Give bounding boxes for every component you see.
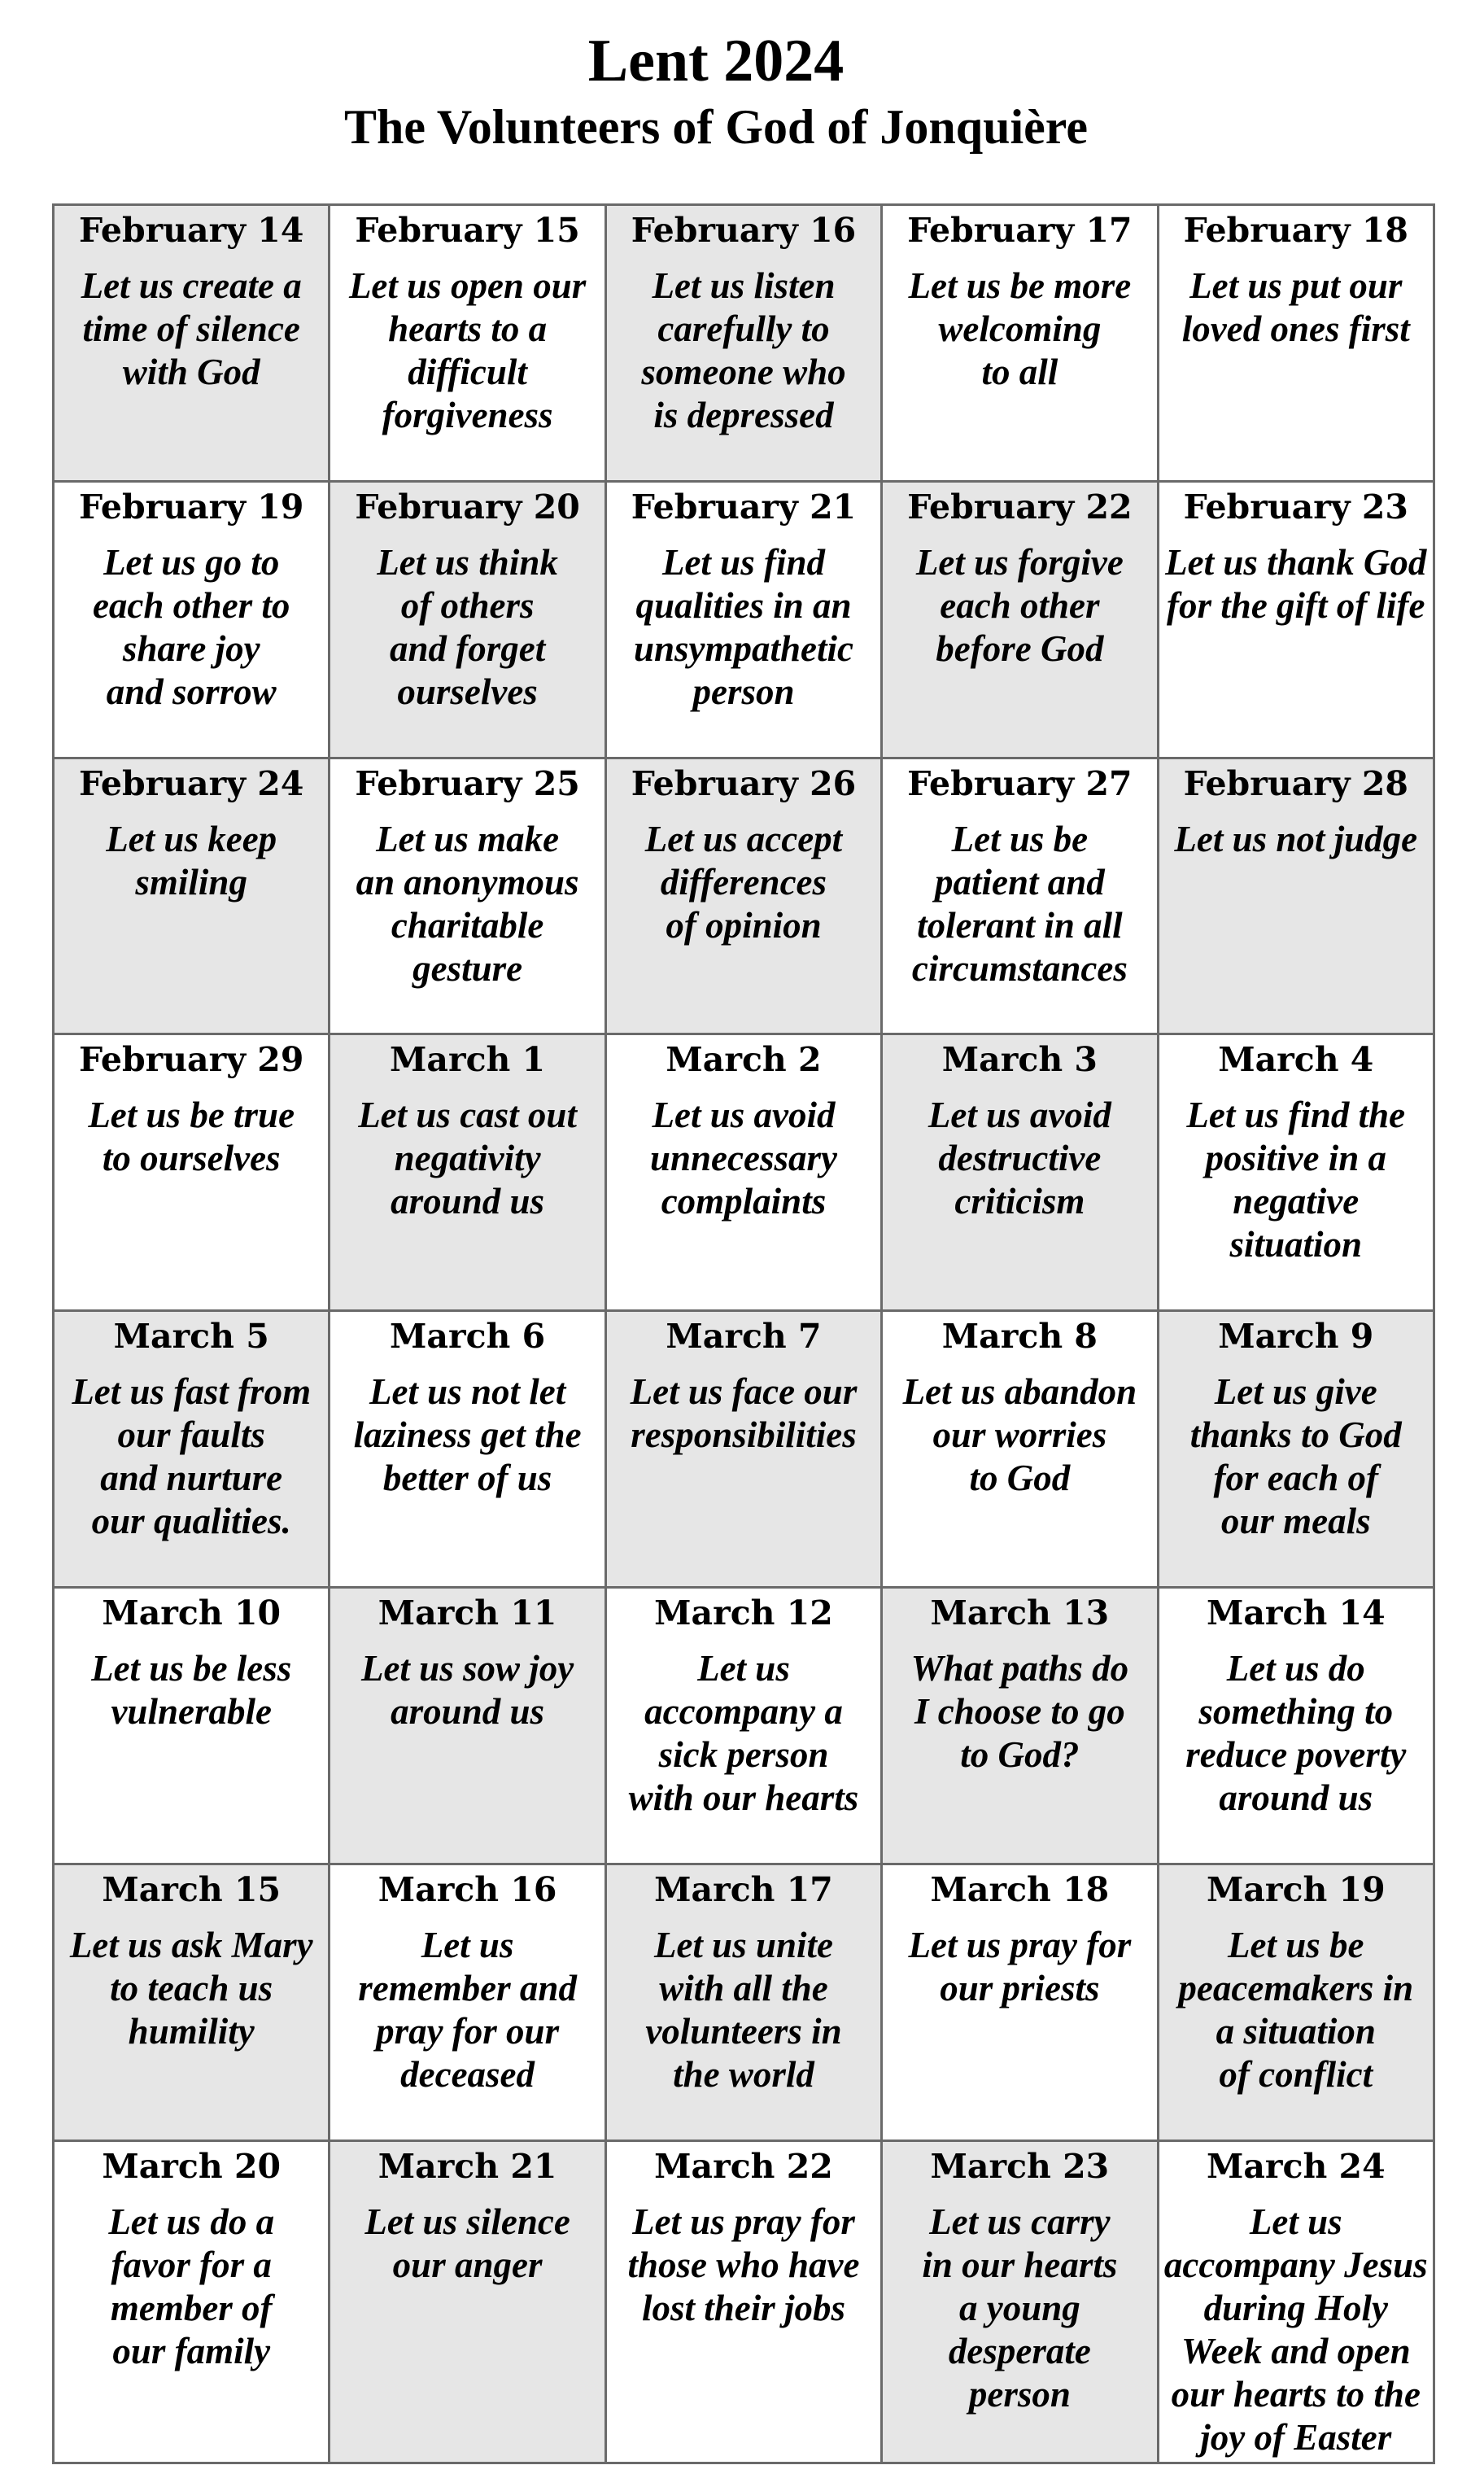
day-resolution: Let us avoid destructive criticism	[928, 1095, 1111, 1222]
day-resolution: Let us put our loved ones first	[1181, 265, 1410, 349]
calendar-day-cell	[605, 205, 881, 482]
calendar-row	[54, 1864, 1434, 2140]
calendar-row	[54, 1034, 1434, 1311]
calendar-day-cell	[54, 1311, 330, 1588]
calendar-day-cell	[1158, 1311, 1434, 1588]
calendar-row	[54, 2140, 1434, 2463]
day-date: March 13	[930, 1593, 1110, 1633]
day-date: February 22	[907, 487, 1133, 527]
day-resolution: Let us be more welcoming to all	[908, 265, 1132, 392]
calendar-day-cell	[1158, 1588, 1434, 1864]
day-date: March 22	[654, 2146, 833, 2186]
day-resolution: Let us find the positive in a negative situation	[1186, 1095, 1406, 1265]
calendar-day-cell	[882, 1864, 1158, 2140]
day-resolution: Let us ask Mary to teach us humility	[69, 1924, 313, 2052]
day-resolution: Let us cast out negativity around us	[358, 1095, 577, 1222]
day-resolution: Let us accompany Jesus during Holy Week and open our hearts to the joy of Easter	[1163, 2201, 1428, 2458]
day-resolution: Let us be true to ourselves	[88, 1095, 295, 1179]
day-resolution: Let us accept differences of opinion	[644, 818, 843, 946]
day-resolution: Let us abandon our worries to God	[902, 1371, 1137, 1499]
calendar-day-cell	[330, 1311, 605, 1588]
calendar-row	[54, 1588, 1434, 1864]
calendar-day-cell	[54, 1864, 330, 2140]
day-date: February 14	[79, 211, 304, 250]
calendar-day-cell	[54, 205, 330, 482]
day-resolution: Let us give thanks to God for each of our meals	[1189, 1371, 1402, 1542]
page-title: Lent 2024	[587, 28, 845, 94]
day-resolution: Let us do a favor for a member of our family	[108, 2201, 275, 2371]
calendar-day-cell	[882, 1588, 1158, 1864]
day-resolution: Let us be less vulnerable	[91, 1648, 292, 1733]
day-date: February 17	[907, 211, 1133, 250]
day-date: March 11	[378, 1593, 557, 1633]
day-resolution: Let us forgive each other before God	[915, 541, 1124, 669]
day-date: March 5	[113, 1317, 269, 1357]
day-resolution: Let us silence our anger	[364, 2201, 570, 2285]
calendar-day-cell	[882, 2140, 1158, 2463]
calendar-day-cell	[1158, 205, 1434, 482]
calendar-day-cell	[605, 2140, 881, 2463]
day-date: February 21	[631, 487, 857, 527]
day-date: February 23	[1183, 487, 1408, 527]
day-resolution: Let us do something to reduce poverty around us	[1185, 1648, 1407, 1819]
calendar-day-cell	[882, 1311, 1158, 1588]
day-date: February 25	[355, 763, 580, 803]
calendar-row	[54, 758, 1434, 1034]
day-resolution: Let us fast from our faults and nurture our qualities.	[72, 1371, 312, 1542]
calendar-day-cell	[54, 1034, 330, 1311]
calendar-body	[54, 205, 1434, 2463]
day-date: March 23	[930, 2146, 1110, 2186]
day-resolution: Let us be peacemakers in a situation of conflict	[1178, 1924, 1414, 2095]
day-date: February 15	[355, 211, 580, 250]
day-date: February 26	[631, 763, 857, 803]
calendar-day-cell	[1158, 2140, 1434, 2463]
day-date: February 29	[79, 1040, 304, 1080]
day-resolution: Let us pray for our priests	[908, 1924, 1132, 2008]
day-date: March 24	[1206, 2146, 1386, 2186]
day-resolution: Let us avoid unnecessary complaints	[649, 1095, 837, 1222]
day-date: March 6	[390, 1317, 546, 1357]
calendar-row	[54, 1311, 1434, 1588]
day-resolution: Let us open our hearts to a difficult forgiveness	[348, 265, 587, 435]
lent-calendar-table	[52, 203, 1435, 2464]
calendar-row	[54, 205, 1434, 482]
calendar-day-cell	[882, 481, 1158, 758]
day-resolution: Let us make an anonymous charitable gesture	[356, 818, 579, 989]
day-date: March 7	[666, 1317, 822, 1357]
day-resolution: Let us sow joy around us	[360, 1648, 574, 1733]
day-date: March 8	[941, 1317, 1098, 1357]
day-date: February 27	[907, 763, 1133, 803]
calendar-day-cell	[882, 205, 1158, 482]
day-date: March 14	[1206, 1593, 1386, 1633]
day-date: February 16	[631, 211, 857, 250]
day-resolution: Let us be patient and tolerant in all circumstances	[911, 818, 1128, 989]
day-resolution: What paths do I choose to go to God?	[910, 1648, 1129, 1776]
calendar-day-cell	[330, 2140, 605, 2463]
day-resolution: Let us unite with all the volunteers in the world	[645, 1924, 842, 2095]
day-date: March 2	[666, 1040, 822, 1080]
day-resolution: Let us find qualities in an unsympathetic person	[633, 541, 853, 712]
calendar-day-cell	[54, 481, 330, 758]
day-date: February 28	[1183, 763, 1408, 803]
day-date: March 10	[102, 1593, 282, 1633]
day-resolution: Let us pray for those who have lost their jobs	[627, 2201, 860, 2328]
day-resolution: Let us remember and pray for our deceased	[358, 1924, 577, 2095]
page-subtitle: The Volunteers of God of Jonquière	[344, 100, 1088, 154]
day-date: March 19	[1206, 1869, 1386, 1909]
day-date: March 1	[390, 1040, 546, 1080]
day-date: February 19	[79, 487, 304, 527]
calendar-day-cell	[330, 758, 605, 1034]
day-date: March 12	[654, 1593, 833, 1633]
day-resolution: Let us thank God for the gift of life	[1165, 541, 1427, 626]
calendar-day-cell	[54, 2140, 330, 2463]
day-date: March 16	[378, 1869, 557, 1909]
day-date: March 4	[1218, 1040, 1374, 1080]
day-resolution: Let us listen carefully to someone who is depressed	[641, 265, 846, 435]
calendar-day-cell	[605, 1588, 881, 1864]
calendar-day-cell	[605, 1034, 881, 1311]
calendar-day-cell	[605, 1864, 881, 2140]
calendar-day-cell	[882, 758, 1158, 1034]
calendar-day-cell	[605, 481, 881, 758]
calendar-day-cell	[330, 1588, 605, 1864]
day-resolution: Let us not judge	[1174, 818, 1418, 859]
day-resolution: Let us go to each other to share joy and sorrow	[92, 541, 290, 712]
calendar-day-cell	[54, 1588, 330, 1864]
calendar-day-cell	[605, 1311, 881, 1588]
day-resolution: Let us face our responsibilities	[630, 1371, 858, 1456]
day-resolution: Let us accompany a sick person with our hearts	[628, 1648, 859, 1819]
calendar-day-cell	[330, 1034, 605, 1311]
day-resolution: Let us think of others and forget ourselves	[377, 541, 558, 712]
day-resolution: Let us create a time of silence with God	[81, 265, 302, 392]
calendar-day-cell	[330, 205, 605, 482]
day-date: February 24	[79, 763, 304, 803]
day-resolution: Let us carry in our hearts a young desperate person	[922, 2201, 1118, 2415]
calendar-day-cell	[54, 758, 330, 1034]
day-date: February 20	[355, 487, 580, 527]
calendar-day-cell	[330, 481, 605, 758]
calendar-day-cell	[1158, 758, 1434, 1034]
day-date: March 9	[1218, 1317, 1374, 1357]
calendar-day-cell	[605, 758, 881, 1034]
day-resolution: Let us not let laziness get the better of us	[353, 1371, 582, 1499]
day-date: March 3	[941, 1040, 1098, 1080]
day-date: March 20	[102, 2146, 282, 2186]
day-date: March 21	[378, 2146, 557, 2186]
calendar-day-cell	[1158, 1864, 1434, 2140]
calendar-row	[54, 481, 1434, 758]
day-date: March 17	[654, 1869, 833, 1909]
calendar-day-cell	[882, 1034, 1158, 1311]
calendar-day-cell	[330, 1864, 605, 2140]
day-date: March 18	[930, 1869, 1110, 1909]
calendar-day-cell	[1158, 1034, 1434, 1311]
day-date: February 18	[1183, 211, 1408, 250]
day-date: March 15	[102, 1869, 282, 1909]
day-resolution: Let us keep smiling	[106, 818, 277, 903]
calendar-day-cell	[1158, 481, 1434, 758]
